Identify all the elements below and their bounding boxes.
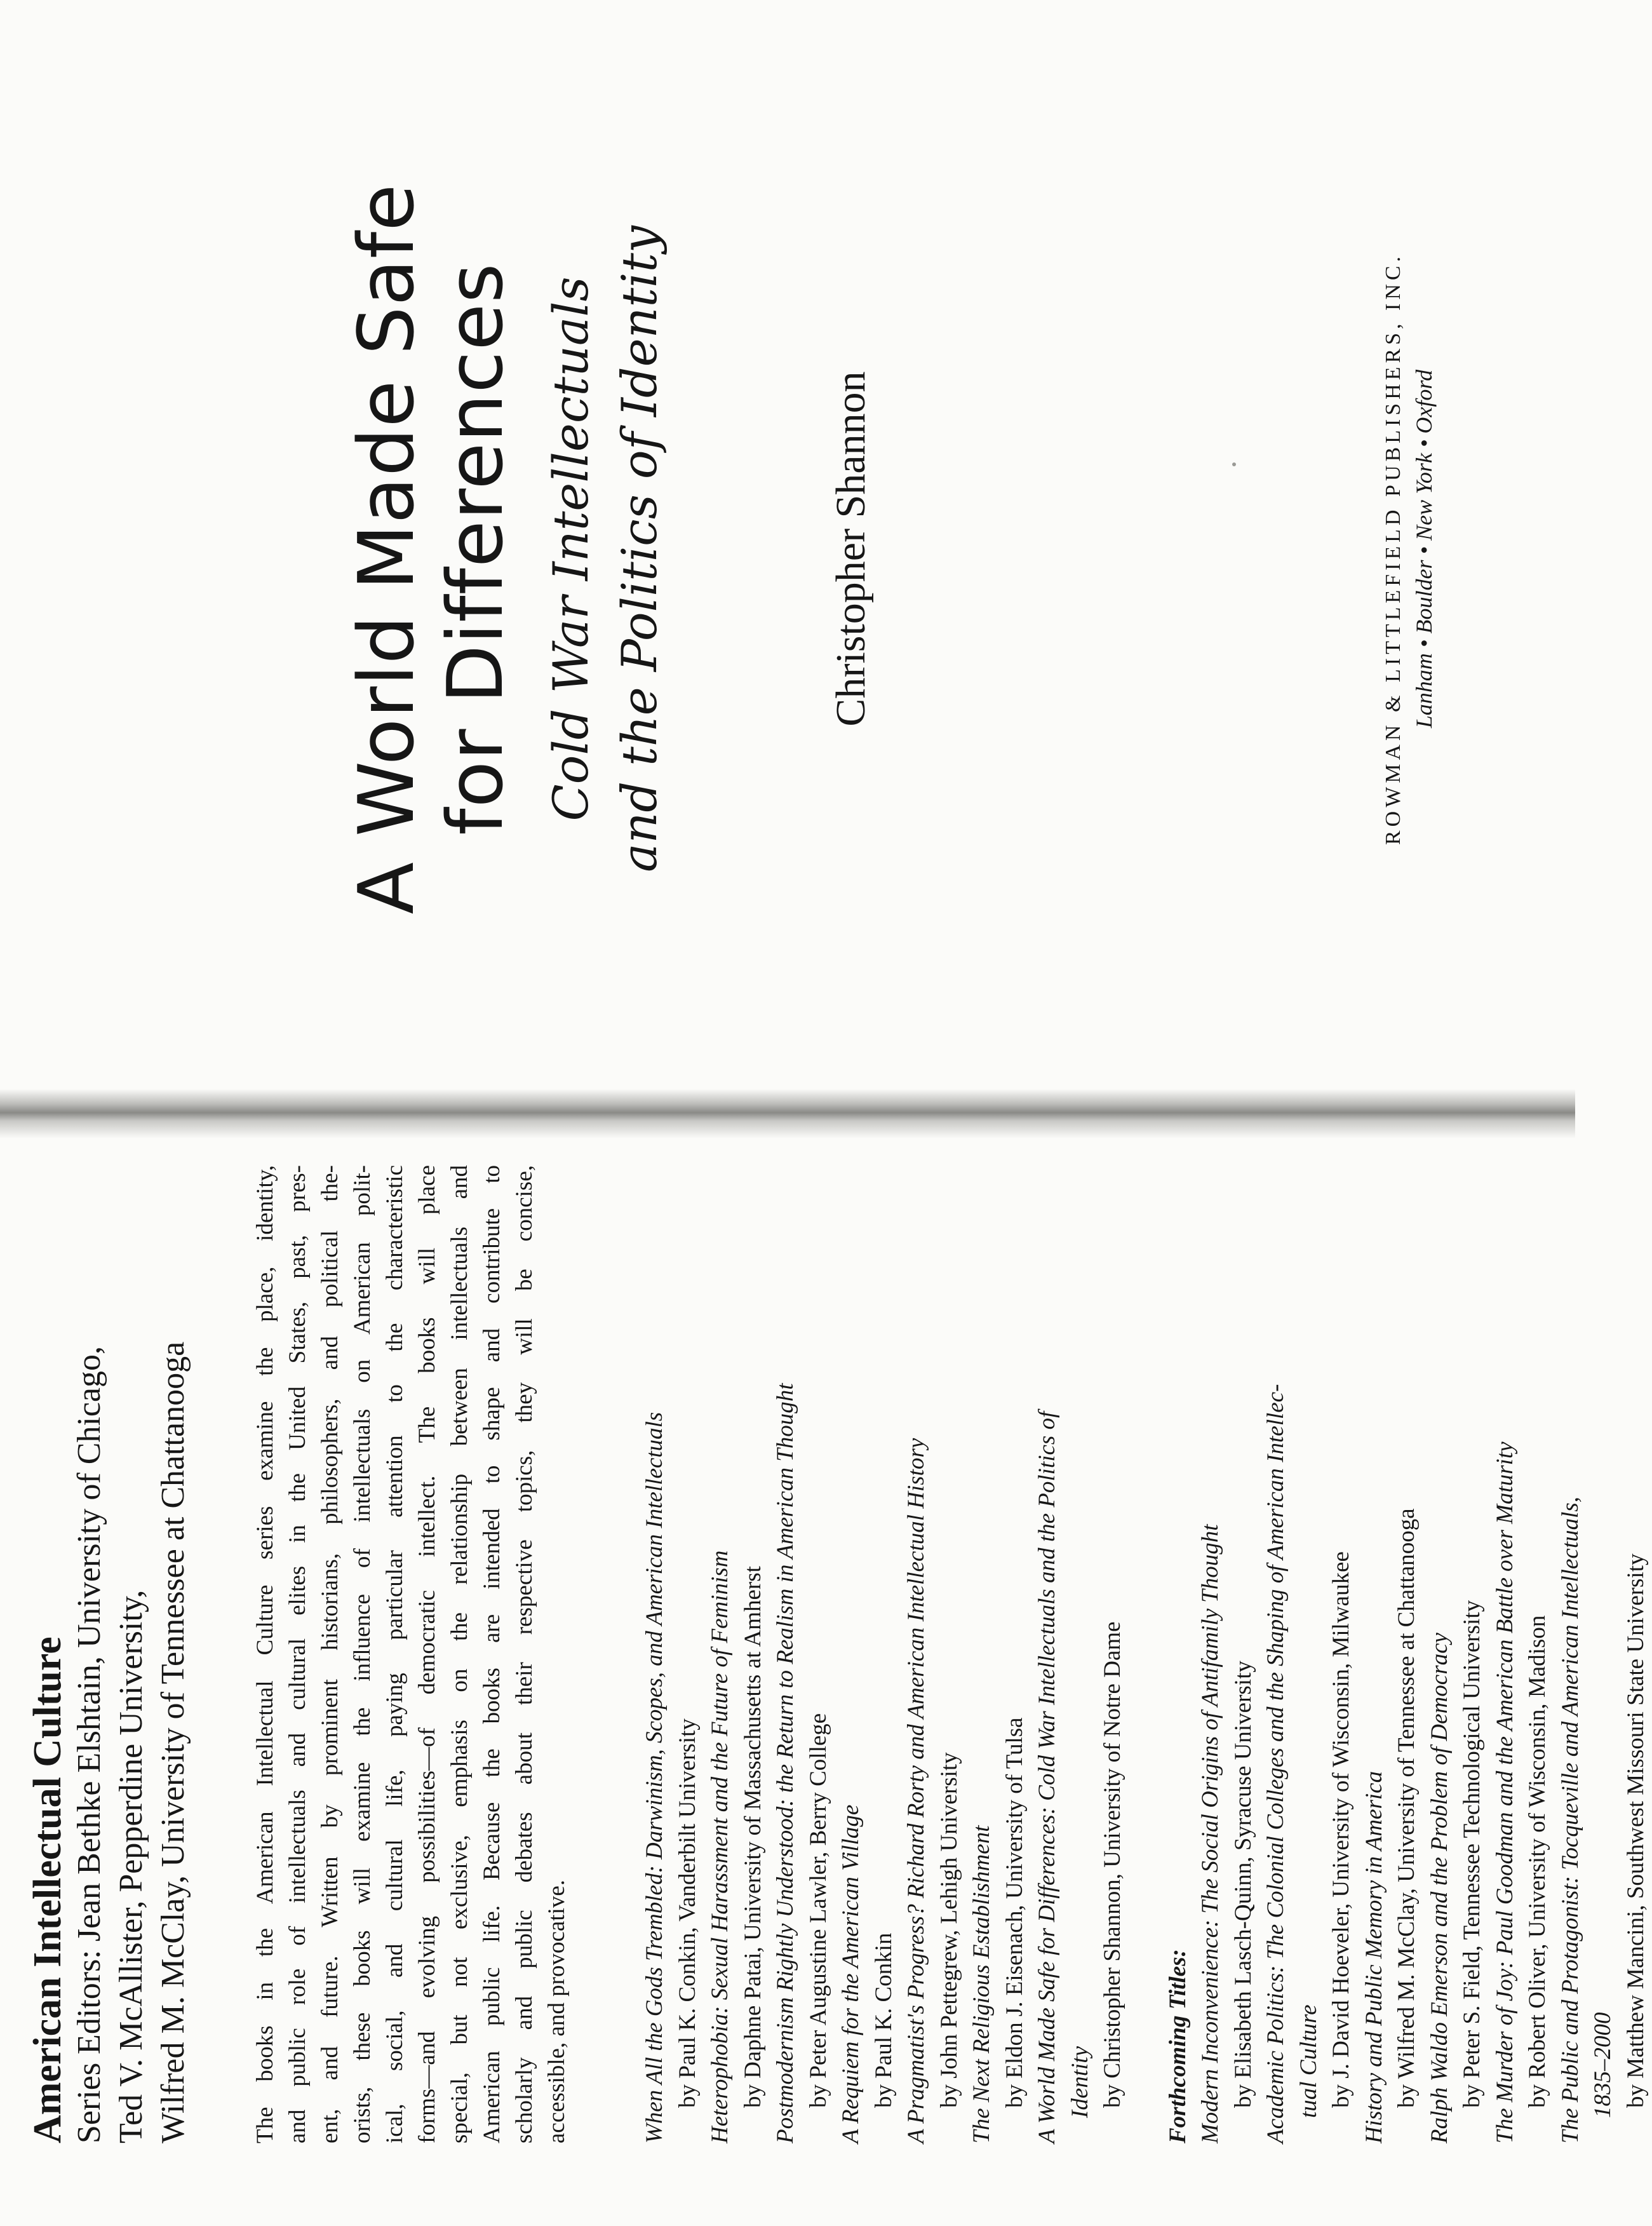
- book-author: by Robert Oliver, University of Wisconsin, Madison: [1524, 1615, 1550, 2108]
- book-title: A Requiem for the American Village: [838, 1804, 864, 2143]
- subtitle-line: and the Politics of Identity: [611, 226, 668, 872]
- forthcoming-entry: [1489, 1140, 1554, 2143]
- forthcoming-entry: [1358, 1140, 1423, 2143]
- forthcoming-entry: [1259, 1140, 1358, 2143]
- description-line: and public role of intellectuals and cultural elites in the United States, past, pres-: [285, 1165, 311, 2143]
- book-title: The Next Religious Establishment: [969, 1825, 995, 2143]
- book-title: Ralph Waldo Emerson and the Problem of Democracy: [1426, 1633, 1453, 2143]
- book-title-continued: tual Culture: [1295, 2004, 1322, 2118]
- series-description: [249, 1165, 573, 2143]
- book-title: A World Made Safe for Differences: Cold War Intellectuals and the Politics of: [1034, 1411, 1060, 2143]
- forthcoming-entry: [1423, 1140, 1489, 2143]
- book-title: A Pragmatist's Progress? Richard Rorty and American Intellectual History: [903, 1438, 929, 2143]
- description-line: forms—and evolving possibilities—of democratic intellect. The books will place: [414, 1165, 440, 2143]
- book-title: Postmodernism Rightly Understood: the Return to Realism in American Thought: [772, 1383, 798, 2143]
- description-line: accessible, and provocative.: [544, 1879, 570, 2143]
- title-page: [0, 41, 1575, 1057]
- editors-line: Series Editors: Jean Bethke Elshtain, University of Chicago,: [71, 1346, 107, 2143]
- book-title: When All the Gods Trembled: Darwinism, Scopes, and American Intellectuals: [641, 1412, 668, 2143]
- editors-line: Wilfred M. McClay, University of Tennessee at Chattanooga: [155, 1341, 191, 2143]
- series-page: [0, 1127, 1649, 2182]
- book-title: History and Public Memory in America: [1360, 1771, 1387, 2143]
- book-author: by Matthew Mancini, Southwest Missouri State University: [1622, 1553, 1649, 2108]
- title-page-author: Christopher Shannon: [828, 371, 874, 727]
- series-title: American Intellectual Culture: [26, 1636, 69, 2143]
- main-title-line: for Differences: [432, 262, 520, 835]
- book-author: by Daphne Patai, University of Massachusetts at Amherst: [739, 1566, 766, 2108]
- title-entry: [835, 1140, 900, 2143]
- forthcoming-heading: Forthcoming Titles:: [1164, 1949, 1191, 2143]
- description-line: ical, social, and cultural life, paying particular attention to the characteristic: [382, 1165, 408, 2143]
- book-author: by Paul K. Conkin: [870, 1933, 897, 2108]
- book-author: by Christopher Shannon, University of Notre Dame: [1099, 1621, 1125, 2108]
- title-entry: [900, 1140, 965, 2143]
- title-entry: [704, 1140, 769, 2143]
- subtitle: [537, 41, 674, 1057]
- title-entry: [965, 1140, 1031, 2143]
- publisher-name: ROWMAN & LITTLEFIELD PUBLISHERS, INC.: [1381, 252, 1405, 846]
- book-title: Heterophobia: Sexual Harassment and the Future of Feminism: [707, 1550, 733, 2143]
- description-line: scholarly and public debates about their respective topics, they will be concise,: [511, 1165, 537, 2143]
- book-author: by Elisabeth Lasch-Quinn, Syracuse University: [1230, 1661, 1256, 2108]
- description-line: special, but not exclusive, emphasis on the relationship between intellectuals and: [447, 1165, 473, 2143]
- subtitle-line: Cold War Intellectuals: [542, 276, 599, 821]
- book-author: by John Pettegrew, Lehigh University: [936, 1752, 962, 2108]
- book-author: by Paul K. Conkin, Vanderbilt University: [674, 1718, 701, 2108]
- scan-speck: [1232, 462, 1236, 466]
- book-author: by Eldon J. Eisenach, University of Tulsa: [1001, 1717, 1028, 2108]
- book-title: Academic Politics: The Colonial Colleges and the Shaping of American Intellec-: [1263, 1384, 1289, 2143]
- forthcoming-entry: [1194, 1140, 1259, 2143]
- book-title-continued: 1835–2000: [1590, 2012, 1616, 2118]
- description-line: orists, these books will examine the influence of intellectuals on American polit-: [349, 1165, 375, 2143]
- book-title-continued: Identity: [1066, 2046, 1093, 2118]
- book-author: by J. David Hoeveler, University of Wisconsin, Milwaukee: [1328, 1551, 1354, 2108]
- main-title: [343, 41, 521, 1057]
- book-title: Modern Inconvenience: The Social Origins of Antifamily Thought: [1197, 1524, 1223, 2143]
- book-author: by Wilfred M. McClay, University of Tennessee at Chattanooga: [1393, 1508, 1420, 2108]
- book-title: The Public and Protagonist: Tocqueville and American Intellectuals,: [1557, 1496, 1583, 2143]
- forthcoming-entry: [1554, 1140, 1652, 2143]
- title-entry: [1031, 1140, 1129, 2143]
- series-title-list: [638, 1140, 1652, 2143]
- book-title: The Murder of Joy: Paul Goodman and the American Battle over Maturity: [1491, 1441, 1518, 2143]
- title-entry: [769, 1140, 835, 2143]
- editors-line: Ted V. McAllister, Pepperdine University,: [113, 1589, 149, 2143]
- series-editors: [69, 1342, 194, 2143]
- book-author: by Peter S. Field, Tennessee Technological University: [1459, 1600, 1485, 2108]
- description-line: American public life. Because the books are intended to shape and contribute to: [479, 1165, 505, 2143]
- book-author: by Peter Augustine Lawler, Berry College: [805, 1713, 831, 2108]
- publisher-cities: Lanham • Boulder • New York • Oxford: [1411, 369, 1437, 729]
- description-line: The books in the American Intellectual Culture series examine the place, identity,: [252, 1165, 278, 2143]
- main-title-line: A World Made Safe: [343, 183, 431, 915]
- description-line: ent, and future. Written by prominent historians, philosophers, and political the-: [317, 1165, 343, 2143]
- title-entry: [638, 1140, 704, 2143]
